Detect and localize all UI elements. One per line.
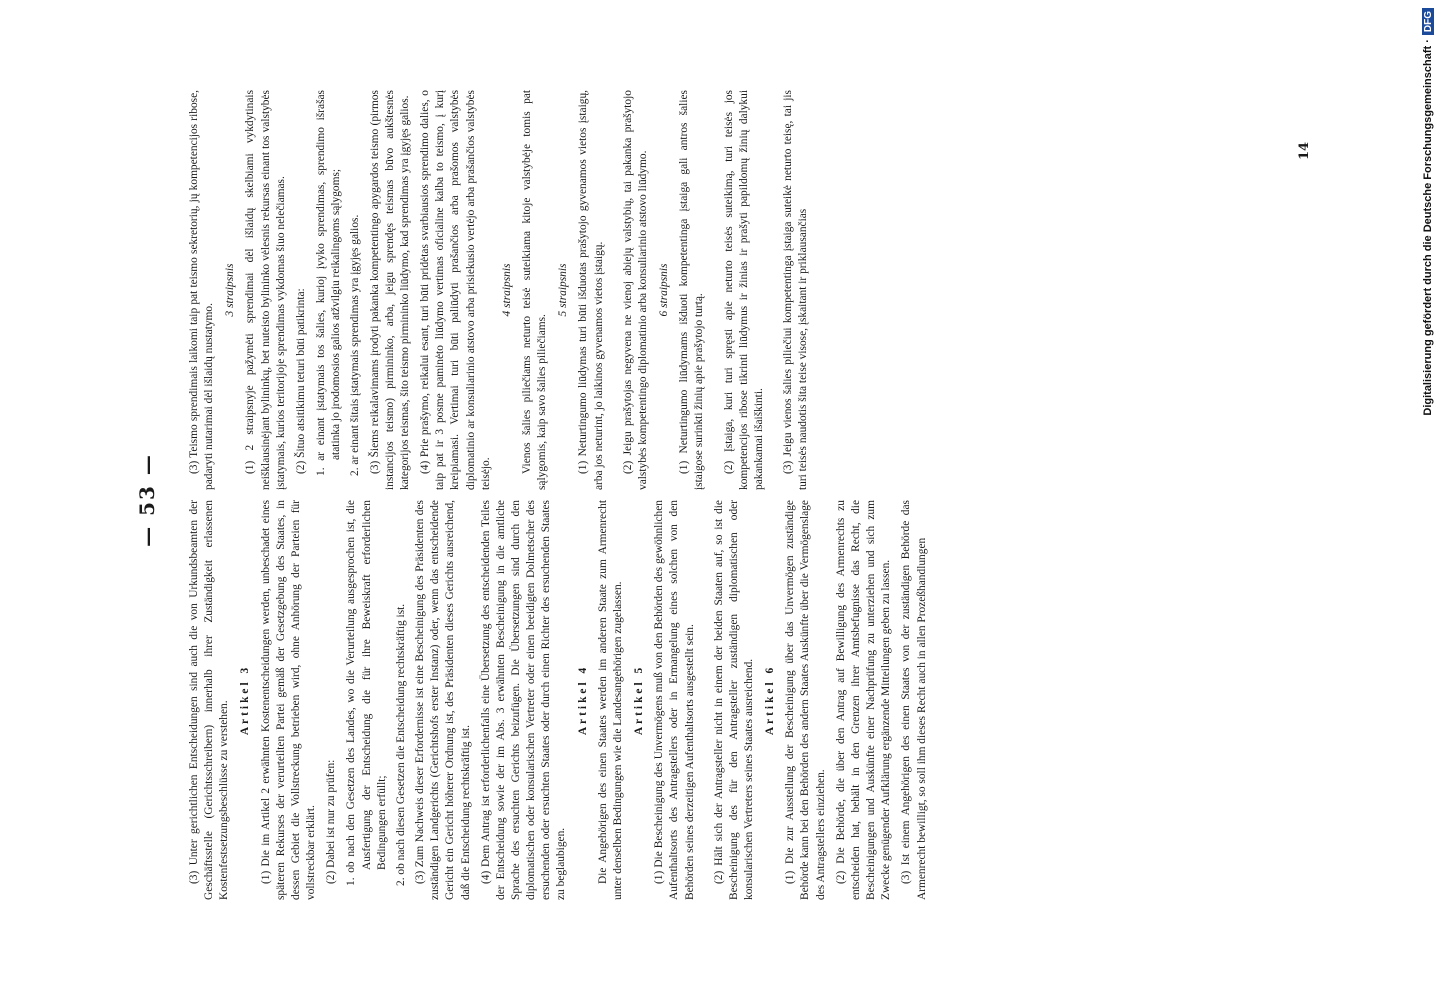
digitization-note-text-wrap	[1419, 8, 1434, 988]
digitization-note-text: Digitalisierung gefördert durch die Deutsche Forschungsgemeinschaft ·	[1422, 39, 1434, 416]
article-title: 3 straipsnis	[224, 263, 237, 317]
list-item: 1. ob nach den Gesetzen des Landes, wo die Verurteilung ausgesprochen ist, die Ausfertigung der Entscheidung die für ihre Beweiskraft erforderlichen Bedingungen erfüllt;	[345, 500, 388, 886]
german-column	[187, 500, 935, 900]
paragraph: (2) Įstaiga, kuri turi spręsti apie neturto teisės suteikimą, turi teisės jos kompetencijos ribose tikrinti liūdymus ir žinias ir prašyti papildomų žinių dalykui pakankamai išaiškinti.	[722, 90, 765, 490]
paragraph: (4) Dem Antrag ist erforderlichenfalls eine Übersetzung des entscheidenden Teiles der Entscheidung sowie der im Abs. 3 erwähnten Bescheinigung in die amtliche Sprache des ersuchten Gerichts beizufügen. Die Übersetzungen sind durch den diplomatischen oder konsularischen Vertreter oder einen beeidigten Dolmetscher des ersuchenden oder ersuchten Staates oder durch einen Richter des ersuchenden Staates zu beglaubigen.	[479, 500, 568, 900]
list-item: 2. ob nach diesen Gesetzen die Entscheidung rechtskräftig ist.	[394, 603, 407, 886]
paragraph: (3) Teismo sprendimais laikomi taip pat teismo sekretorių, jų kompetencijos ribose, padaryti nutarimai dėl išlaidų nustatymo.	[188, 90, 216, 490]
list-item: 1. ar einant įstatymais tos šalies, kurioj įvyko sprendimas, sprendimo išrašas atatinka jo įrodomosios galios atžvilgiu reikalingoms sąlygoms;	[315, 90, 343, 476]
paragraph: (2) Die Behörde, die über den Antrag auf Bewilligung des Armenrechts zu entscheiden hat, behält in den Grenzen ihrer Amtsbefugnisse das Recht, die Bescheinigungen und Auskünfte einer Nachprüfung zu unterziehen und sich zum Zwecke genügender Aufklärung ergänzende Mitteilungen geben zu lassen.	[834, 500, 893, 900]
paragraph: (2) Hält sich der Antragsteller nicht in einem der beiden Staaten auf, so ist die Bescheinigung des für den Antragsteller zuständigen diplomatischen oder konsularischen Vertreters seines Staates ausreichend.	[712, 500, 755, 900]
paragraph: (3) Šiems reikalavimams įrodyti pakanka kompetentingo apygardos teismo (pirmos instancijos teismo) pirmininko, arba, jeigu sprendęs teismas būvo aukštesnės kategorijos teismas, šito teismo pirmininko liūdymo, kad sprendimas yra įgyjęs galios.	[368, 90, 411, 490]
paragraph: (1) Neturtingumo liūdymams išduoti kompetentinga įstaiga gali antros šalies įstaigose surinkti žinių apie prašytojo turtą.	[678, 90, 706, 490]
article-title: Artikel 6	[764, 664, 777, 736]
article-title: Artikel 4	[576, 664, 589, 736]
paragraph: (3) Jeigu vienos šalies piliečiui kompetentinga įstaiga suteikė neturto teisę, tai jis turi teisės naudotis šita teise visose, įskaitant ir priklausančias	[782, 90, 810, 490]
digitization-note	[1419, 8, 1434, 988]
article-title: 5 straipsnis	[557, 263, 570, 317]
paragraph: (1) Die im Artikel 2 erwähnten Kostenentscheidungen werden, unbeschadet eines späteren Rekurses der verurteilten Partei gemäß der Gesetzgebung des Staates, in dessen Gebiet die Vollstreckung betrieben wird, ohne Anhörung der Parteien für vollstreckbar erklärt.	[259, 500, 318, 900]
page-header: — 53 —	[135, 453, 159, 547]
paragraph: (1) 2 straipsnyje pažymėti sprendimai dėl išlaidų skelbiami vykdytinais neišklausinėjant bylininkų, bet nuteisto bylininko vėlesnis rekursas einant tos valstybės įstatymais, kurios teritorijoje sprendimas vykdomas šiuo nelečiamas.	[244, 90, 287, 490]
article-title: Artikel 3	[239, 664, 252, 736]
article-title: 6 straipsnis	[658, 263, 671, 317]
paragraph: (4) Prie prašymo, reikalui esant, turi būti pridėtas svarbiausios sprendimo dalies, o taip pat ir 3 posme paminėto liūdymo vertimas oficialine kalba to teismo, į kurį kreipiamasi. Vertimai turi būti paliūdyti prašančios arba prašomos valstybės diplomatinio ar konsuliarinio atstovo arba prisiekusio vertėjo arba prašančios valstybės teisėjo.	[419, 90, 492, 490]
dfg-logo: DFG	[1422, 8, 1434, 35]
paragraph: (2) Dabei ist nur zu prüfen:	[325, 759, 338, 884]
paragraph: Die Angehörigen des einen Staates werden im anderen Staate zum Armenrecht unter denselben Bedingungen wie die Landesangehörigen zugelassen.	[596, 500, 624, 900]
list-item: 2. ar einant šitais įstatymais sprendimas yra įgyjęs galios.	[349, 214, 362, 476]
lithuanian-column	[187, 90, 816, 490]
paragraph: (1) Die zur Ausstellung der Bescheinigung über das Unvermögen zuständige Behörde kann bei den Behörden des andern Staates Auskünfte über die Vermögenslage des Antragstellers einziehen.	[784, 500, 827, 900]
paragraph: (3) Zum Nachweis dieser Erfordernisse ist eine Bescheinigung des Präsidenten des zuständigen Landgerichts (Gerichtshofs erster Instanz) oder, wenn das entscheidende Gericht ein Gericht höherer Ordnung ist, des Präsidenten dieses Gerichts ausreichend, daß die Entscheidung rechtskräftig ist.	[414, 500, 472, 900]
paragraph: Vienos šalies piliečiams neturto teisė suteikiama kitoje valstybėje tomis pat sąlygomis, kaip savo šalies piliečiams.	[520, 90, 549, 490]
paragraph: (2) Jeigu prašytojas negyvena ne vienoj abiejų valstybių, tai pakanka prašytojo valstybės kompetentingo diplomatinio arba konsuliarinio atstovo liūdymo.	[621, 90, 649, 490]
article-title: 4 straipsnis	[500, 263, 513, 317]
paragraph: (3) Ist einem Angehörigen des einen Staates von der zuständigen Behörde das Armenrecht bewilligt, so soll ihm dieses Recht auch in allen Prozeßhandlungen	[900, 500, 928, 900]
paragraph: (2) Šituo atsitikimu teturi būti patikrinta:	[294, 288, 307, 474]
rotated-page-content	[77, 70, 1357, 930]
article-title: Artikel 5	[633, 664, 646, 736]
paragraph: (3) Unter gerichtlichen Entscheidungen sind auch die von Urkundsbeamten der Geschäftsstelle (Gerichtsschreibern) innerhalb ihrer Zuständigkeit erlassenen Kostenfestsetzungsbeschlüsse zu verstehen.	[188, 500, 231, 900]
paragraph: (1) Neturtingumo liūdymas turi būti išduotas prašytojo gyvenamos vietos įstaigų, arba jos neturint, jo laikinos gyvenamos vietos įstaigų.	[577, 90, 605, 490]
paragraph: (1) Die Bescheinigung des Unvermögens muß von den Behörden des gewöhnlichen Aufenthaltsorts des Antragstellers oder in Ermangelung eines solchen von den Behörden seines derzeitigen Aufenthaltsorts ausgestellt sein.	[653, 500, 696, 900]
page-number: 14	[1297, 141, 1312, 160]
